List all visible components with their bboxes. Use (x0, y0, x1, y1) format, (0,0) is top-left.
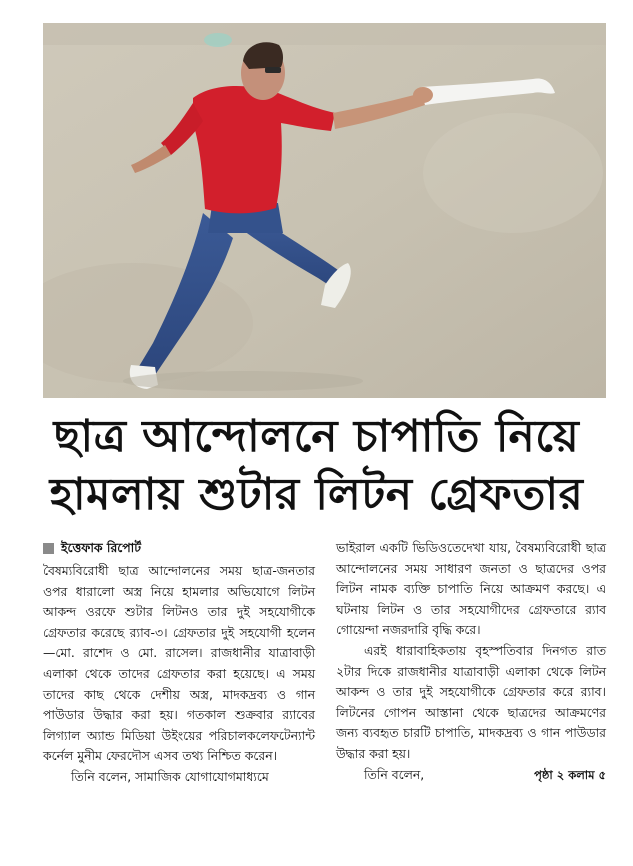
column-footer (336, 765, 606, 786)
continuation-jump-link[interactable]: পৃষ্ঠা ২ কলাম ৫ (534, 767, 606, 782)
article-paragraph: ভাইরাল একটি ভিডিওতেদেখা যায়, বৈষম্যবিরোধী ছাত্র আন্দোলনের সময় সাধারণ জনতা ও ছাত্রদের ওপর লিটন নামক ব্যক্তি চাপাতি নিয়ে আক্রমণ করছে। এ ঘটনায় লিটন ও তার সহযোগীদের গ্রেফতারে র‍্যাব গোয়েন্দা নজরদারি বৃদ্ধি করে। (336, 540, 606, 638)
news-photo (43, 23, 606, 398)
article-column-right (336, 538, 606, 785)
headline (0, 408, 633, 524)
headline-line-2: হামলায় শুটার লিটন গ্রেফতার (49, 469, 584, 520)
byline-text: ইত্তেফাক রিপোর্ট (61, 540, 142, 556)
article-paragraph: তিনি বলেন, (364, 766, 425, 782)
byline (43, 538, 315, 559)
article-paragraph: এরই ধারাবাহিকতায় বৃহস্পতিবার দিনগত রাত ২টার দিকে রাজধানীর যাত্রাবাড়ী এলাকা থেকে লিটন আকন্দ ও তার দুই সহযোগীকে গ্রেফতার করে র‍্যাব। লিটনের গোপন আস্তানা থেকে ছাত্রদের আক্রমণের জন্য ব্যবহৃত চারটি চাপাতি, মাদকদ্রব্য ও গান পাউডার উদ্ধার করা হয়। (336, 642, 606, 761)
headline-line-1: ছাত্র আন্দোলনে চাপাতি নিয়ে (53, 411, 580, 462)
article-paragraph: তিনি বলেন, সামাজিক যোগাযোগমাধ্যমে (71, 768, 269, 784)
byline-square-icon (43, 543, 54, 554)
photo-man-with-machete (43, 23, 606, 398)
article-paragraph: বৈষম্যবিরোধী ছাত্র আন্দোলনের সময় ছাত্র-জনতার ওপর ধারালো অস্ত্র নিয়ে হামলার অভিযোগে লিটন আকন্দ ওরফে শুটার লিটনও তার দুই সহযোগীকে গ্রেফতার করেছে র‍্যাব-৩। গ্রেফতার দুই সহযোগী হলেন—মো. রাশেদ ও মো. রাসেল। রাজধানীর যাত্রাবাড়ী এলাকা থেকে তাদের গ্রেফতার করা হয়েছে। এ সময় তাদের কাছ থেকে দেশীয় অস্ত্র, মাদকদ্রব্য ও গান পাউডার উদ্ধার করা হয়। গতকাল শুক্রবার র‍্যাবের লিগ্যাল অ্যান্ড মিডিয়া উইংয়ের পরিচালকলেফটেন্যান্ট কর্নেল মুনীম ফেরদৌস এসব তথ্য নিশ্চিত করেন। (43, 563, 315, 764)
article-column-left (43, 538, 315, 788)
